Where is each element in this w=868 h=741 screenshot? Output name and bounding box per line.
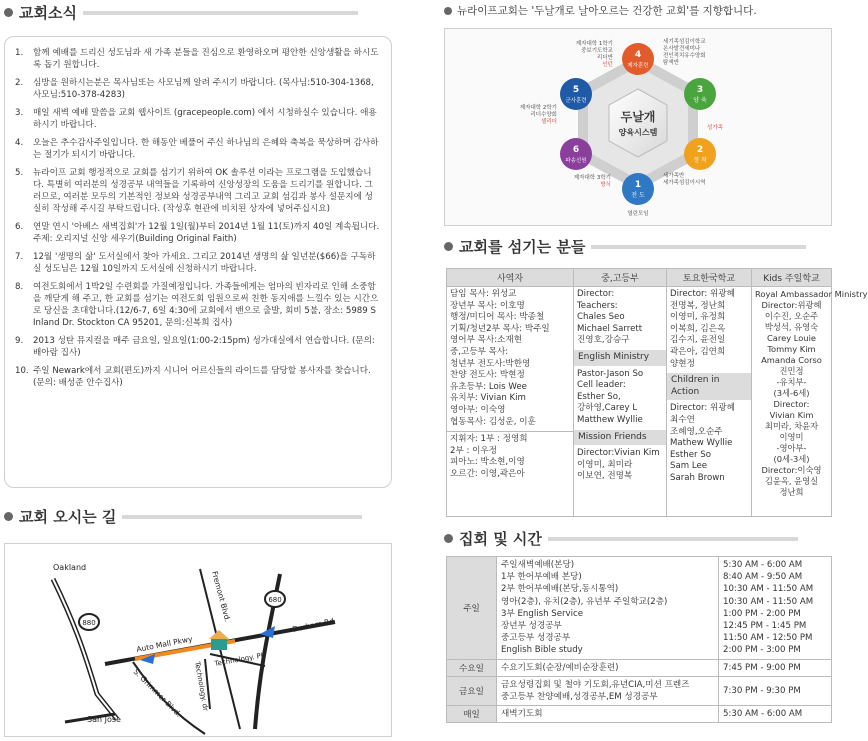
directions-section-title [4, 506, 362, 527]
schedule-table [446, 556, 832, 723]
staff-entry: Royal Ambassador Ministry [755, 289, 868, 299]
title-divider [122, 515, 362, 519]
staff-entry: -유치부- [776, 377, 807, 387]
schedule-event-time: 8:40 AM - 9:50 AM [723, 572, 803, 583]
korean-school-list [670, 289, 748, 370]
youth-list [577, 289, 663, 347]
staff-entry: 기획/청년2부 목사: 박주일 [450, 323, 550, 334]
schedule-event-name: 장년부 성경공부 [501, 621, 562, 632]
news-item-text: 주일 Newark에서 교회(편도)까지 시니어 어르신들의 라이드를 담당할 봉사자를 찾습니다. (문의: 배성준 안수집사) [33, 366, 371, 388]
bullet-dot-icon [444, 7, 452, 15]
schedule-body [447, 557, 832, 723]
staff-header-row [447, 269, 832, 287]
staff-entry: 중,고등부 목사: [450, 346, 509, 357]
children-in-action-list [670, 403, 748, 484]
step-5 [560, 78, 592, 110]
schedule-event-time: 10:30 AM - 11:50 AM [723, 584, 814, 595]
step-1 [622, 173, 654, 205]
staff-col-kids [752, 287, 868, 517]
news-item-number: 3. [15, 108, 24, 118]
svg-text:온사발견세미나: 온사발견세미나 [663, 46, 701, 52]
news-item-number: 5. [15, 168, 24, 178]
step-6 [560, 138, 592, 170]
svg-text:세가족반: 세가족반 [663, 173, 685, 179]
staff-entry: Pastor-Jason So [577, 368, 644, 379]
schedule-event-name: 영아(2층), 유치(2층), 유년부 주일학교(2층) [501, 596, 668, 607]
staff-entry: Director:위광혜 [761, 300, 822, 310]
staff-entry: 이복희, 김은옥 [670, 323, 726, 334]
diagram-center-title: 두날개 [620, 110, 656, 124]
news-item [15, 47, 381, 71]
hwy-680-label: 680 [268, 596, 282, 604]
staff-entry: 조혜영,오순주 [670, 426, 723, 437]
news-item-number: 8. [15, 282, 24, 292]
schedule-row [447, 557, 832, 660]
map-svg [5, 544, 391, 736]
title-divider [83, 11, 358, 15]
staff-entry: Matthew Wyllie [577, 414, 643, 425]
news-item-number: 1. [15, 48, 24, 58]
svg-text:양 육: 양 육 [693, 97, 707, 104]
schedule-event-time: 10:30 AM - 11:50 AM [723, 596, 814, 607]
schedule-event-name: 1부 한어부예배 본당) [501, 572, 582, 583]
schedule-event-time: 2:00 PM - 3:00 PM [723, 645, 801, 656]
schedule-row [447, 706, 832, 723]
staff-entry: 장년부 목사: 이호명 [450, 300, 525, 311]
svg-text:열린모임: 열린모임 [627, 211, 649, 217]
svg-text:3: 3 [696, 85, 704, 95]
news-item-number: 10. [15, 366, 29, 376]
staff-entry: 김수지, 윤전일 [670, 335, 726, 346]
schedule-title: 집회 및 시간 [459, 530, 542, 548]
map-label-durham: Durham Rd [291, 616, 335, 634]
map-label-automall: Auto Mall Pkwy [135, 634, 194, 654]
schedule-category: 수요일 [447, 659, 497, 676]
staff-entry: 이보연, 전명복 [577, 471, 633, 482]
news-list [15, 47, 381, 389]
church-roof-icon [209, 630, 229, 639]
news-item [15, 221, 381, 245]
news-item-number: 7. [15, 252, 24, 262]
news-item [15, 365, 381, 389]
news-section-title [4, 2, 358, 23]
staff-entry: Mathew Wyllie [670, 438, 733, 449]
kids-list [755, 289, 868, 498]
svg-text:4: 4 [634, 50, 642, 60]
staff-entry: 행정/미디어 목사: 박종철 [450, 312, 545, 323]
staff-entry: 영아부: 이숙영 [450, 404, 506, 415]
staff-entry: Director: 위광혜 [670, 289, 735, 299]
staff-entry: 협동목사: 김성운, 이훈 [450, 416, 536, 427]
svg-text:세가족섬김이시역: 세가족섬김이시역 [663, 180, 706, 186]
church-building-icon [211, 638, 227, 650]
staff-entry: 김윤옥, 윤영실 [764, 476, 819, 486]
staff-entry: Sarah Brown [670, 472, 725, 483]
news-item [15, 281, 381, 329]
staff-entry: Director:Vivian Kim [577, 448, 660, 459]
mission-friends-heading: Mission Friends [574, 430, 666, 446]
news-item-number: 9. [15, 336, 24, 346]
staff-title: 교회를 섬기는 분들 [459, 238, 586, 256]
diagram-svg [445, 29, 831, 225]
svg-text:세기족섬김이학교: 세기족섬김이학교 [663, 39, 706, 45]
directions-title: 교회 오시는 길 [19, 508, 117, 526]
staff-col-ministers [447, 287, 574, 517]
schedule-event-name: English Bible study [501, 645, 583, 656]
schedule-times [719, 557, 832, 660]
staff-entry: 강하영,Carey L [577, 403, 638, 414]
news-title: 교회소식 [19, 4, 77, 22]
staff-entry: (3세-6세) [773, 388, 810, 398]
schedule-event-time: 7:45 PM - 9:00 PM [723, 662, 801, 673]
schedule-event-time: 7:30 PM - 9:30 PM [723, 685, 801, 696]
map-label-oakland: Oakland [53, 563, 87, 572]
news-item-text: 매일 새벽 예배 말씀을 교회 웹사이트 (gracepeople.com) 에서 시청하실수 있습니다. 애용하시기 바랍니다. [33, 108, 377, 130]
svg-text:군사훈련: 군사훈련 [565, 98, 587, 104]
schedule-event-time: 5:30 AM - 6:00 AM [723, 709, 803, 720]
staff-entry: 유초등부: Lois Wee [450, 381, 527, 392]
staff-entry: 이영미, 유정희 [670, 312, 726, 323]
schedule-event-name: 수요기도회(순장/예비순장훈련) [501, 662, 619, 673]
svg-text:인턴: 인턴 [602, 62, 613, 68]
map-label-techpl: Technology. Pl. [213, 651, 266, 668]
staff-entry: 전명복, 정난희 [670, 300, 726, 311]
news-item [15, 335, 381, 359]
staff-entry: -영아부- [776, 443, 807, 453]
ministers-list [450, 289, 570, 428]
schedule-event-name: 3부 English Service [501, 608, 584, 619]
map-label-techdr: Technology. dr [193, 660, 210, 712]
staff-entry: Michael Sarrett [577, 323, 643, 334]
map-label-sanjose: San Jose [87, 715, 121, 724]
title-divider [591, 245, 806, 249]
staff-header: 사역자 [447, 269, 574, 287]
news-item [15, 167, 381, 215]
schedule-times [719, 676, 832, 705]
staff-entry: 청년부 전도사:박한영 [450, 358, 531, 369]
schedule-names [497, 557, 719, 660]
staff-entry: 유치부: Vivian Kim [450, 393, 526, 404]
staff-entry: 정난희 [779, 487, 804, 497]
news-item-text: 오늘은 추수감사주일입니다. 한 해동안 베풀어 주신 하나님의 은혜와 축복을 묵상하며 감사하는 절기가 되시기 바랍니다. [33, 138, 379, 160]
news-item-number: 4. [15, 138, 24, 148]
svg-text:리더반: 리더반 [597, 55, 613, 61]
staff-col-youth [574, 287, 667, 517]
map-label-grimmer: S. Grimmer Blvd. [131, 667, 184, 719]
staff-entry: Director: 위광혜 [670, 403, 735, 414]
staff-entry: 찬양 전도사: 박현정 [450, 370, 525, 381]
svg-text:2: 2 [696, 145, 704, 155]
hwy-880-label: 880 [82, 619, 96, 627]
news-item-text: 2013 성탄 뮤지컬을 매주 금요일, 일요일(1:00-2:15pm) 성가대실에서 연습합니다. (문의: 배아람 집사) [33, 336, 375, 358]
svg-text:제자훈련: 제자훈련 [627, 63, 649, 69]
staff-header: Kids 주일학교 [752, 269, 832, 287]
staff-entry: 영어부 목사:소재현 [450, 335, 523, 346]
staff-entry: 양현정 [670, 358, 695, 369]
staff-entry: 최수연 [670, 414, 695, 425]
news-item-number: 2. [15, 78, 24, 88]
staff-entry: Esther So [670, 449, 711, 460]
staff-entry: 최미라, 차윤자 [764, 421, 819, 431]
staff-entry: 담임 목사: 위성교 [450, 289, 517, 299]
staff-entry: 진영호,강승구 [577, 335, 630, 346]
svg-text:탐색반: 탐색반 [663, 60, 679, 66]
staff-entry: Director:이숙영 [761, 465, 822, 475]
schedule-event-time: 5:30 AM - 6:00 AM [723, 560, 803, 570]
schedule-row [447, 676, 832, 705]
staff-entry: Carey Louie [767, 333, 816, 343]
news-item-text: 연말 연시 '아베스 새벽집회'가 12월 1일(월)부터 2014년 1월 11(토)까지 40일 계속됩니다. 주제: 오리지널 신앙 세우기(Building Original Faith) [33, 222, 380, 244]
staff-entry: Chales Seo [577, 312, 625, 323]
schedule-event-time: 11:50 AM - 12:50 PM [723, 633, 813, 644]
staff-entry: Esther So, [577, 391, 621, 402]
staff-entry: Director: [577, 289, 615, 299]
staff-entry: 진민정 [779, 366, 804, 376]
english-ministry-heading: English Ministry [574, 350, 666, 366]
hwy-680-shield [265, 591, 285, 607]
bullet-dot-icon [4, 512, 13, 521]
staff-entry: Director: [773, 399, 810, 409]
schedule-category: 주일 [447, 557, 497, 660]
bullet-dot-icon [444, 242, 453, 251]
news-item-text: 심방을 원하시는분은 목사님또는 사모님께 알려 주시기 바랍니다. (목사님:510-304-1368, 사모님:510-378-4283) [33, 78, 374, 100]
staff-entry: 오르간: 이영,곽은아 [450, 468, 525, 479]
news-item-text: 뉴라이프 교회 행정적으로 교회를 섬기기 위하여 OK 솔루션 이라는 프로그램을 도입했습니다. 특별히 여러분의 성경공부 내역들을 기록하여 신앙성장의 도움을 드리기를 원합니다. 그러므로, 여러분 모두의 기본적인 정보와 성경공부내역 그리고 교회 섬김과 봉사 설문지에 성실히 작성해 주시길 부탁드립니다. (작성후 현관에 비치된 상자에 넣어주십시요) [33, 168, 373, 214]
schedule-names [497, 676, 719, 705]
bullet-dot-icon [4, 8, 13, 17]
schedule-event-name: 중고등부 찬양예배,성경공부,EM 성경공부 [501, 692, 658, 703]
staff-entry: Tommy Kim [767, 344, 816, 354]
schedule-names [497, 659, 719, 676]
news-item [15, 77, 381, 101]
news-box [4, 36, 392, 488]
svg-text:성가족: 성가족 [707, 125, 723, 131]
step-4 [622, 43, 654, 75]
svg-text:정 착: 정 착 [693, 157, 707, 164]
staff-header: 중,고등부 [574, 269, 667, 287]
svg-text:리더수양회: 리더수양회 [530, 112, 557, 118]
staff-table [446, 268, 868, 517]
step-3 [684, 78, 716, 110]
news-item-text: 12월 '생명의 삶' 도서실에서 찾아 가세요. 그리고 2014년 생명의 삶 일년분($66)을 구독하실 성도님은 12월 10일까지 도서실에 신청하시기 바랍니다. [33, 252, 376, 274]
staff-entry: 이영미 [779, 432, 804, 442]
staff-col-korean-school [667, 287, 752, 517]
svg-text:전 도: 전 도 [631, 192, 645, 199]
staff-entry: (0세-3세) [773, 454, 810, 464]
schedule-category: 매일 [447, 706, 497, 723]
svg-text:방식: 방식 [600, 182, 611, 188]
staff-entry: 이수진, 오순주 [764, 311, 819, 321]
svg-text:중보기도학교: 중보기도학교 [581, 48, 613, 54]
staff-header: 토요한국학교 [667, 269, 752, 287]
schedule-category: 금요일 [447, 676, 497, 705]
svg-text:제자대학 3학기: 제자대학 3학기 [573, 175, 611, 181]
two-wings-diagram [444, 28, 832, 226]
schedule-times [719, 659, 832, 676]
schedule-event-name: 중고등부 성경공부 [501, 633, 571, 644]
news-item [15, 251, 381, 275]
svg-text:5: 5 [572, 85, 580, 95]
schedule-names [497, 706, 719, 723]
staff-body-row [447, 287, 832, 517]
svg-text:전인적치유수양회: 전인적치유수양회 [663, 53, 706, 59]
mission-friends-list [577, 448, 663, 483]
svg-text:파송선원: 파송선원 [565, 158, 587, 164]
schedule-event-time: 12:45 PM - 1:45 PM [723, 621, 807, 632]
staff-entry: 피아노: 박소현,이영 [450, 457, 525, 468]
hwy-880-shield [79, 614, 99, 630]
svg-text:셀리더: 셀리더 [541, 119, 557, 125]
staff-section-title [444, 236, 806, 257]
vision-text: 뉴라이프교회는 '두날개로 날아오르는 건강한 교회'를 지향합니다. [457, 5, 757, 17]
schedule-event-name: 주일새벽예배(본당) [501, 560, 575, 570]
schedule-event-name: 새벽기도회 [501, 709, 543, 720]
english-ministry-list [577, 369, 663, 427]
schedule-event-name: 금요성령집회 및 철야 기도회,유년CIA,미션 프렌즈 [501, 679, 690, 690]
svg-text:1: 1 [634, 180, 642, 190]
title-divider [548, 537, 798, 541]
schedule-event-name: 2부 한어부예배(본당,동시통역) [501, 584, 619, 595]
staff-entry: 이영미, 최미라 [577, 459, 633, 470]
map-label-fremont: Fremont Blvd. [210, 570, 233, 623]
schedule-section-title [444, 528, 798, 549]
diagram-center-sub: 양육시스템 [618, 128, 658, 137]
children-in-action-heading: Children in Action [667, 373, 751, 400]
news-item-text: 함께 예배를 드리신 성도님과 새 가족 분들을 진심으로 환영하오며 평안한 신앙생활을 하시도록 돕기 원합니다. [33, 48, 379, 70]
bullet-dot-icon [444, 534, 453, 543]
news-item [15, 107, 381, 131]
vision-title [444, 3, 757, 18]
staff-entry: Amanda Corso [761, 355, 822, 365]
staff-entry: Cell leader: [577, 380, 626, 391]
news-item-text: 여전도회에서 1박2일 수련회를 가질예정입니다. 가족들에게는 엄마의 빈자리로 인해 소중함을 깨닫게 해 주고, 한 교회를 섬기는 여전도회 임원으로써 친한 동지애를 느낄수 있는 시간으로 당신을 초대합니다.(12/6-7, 6일 4:30에 교회에서 밴으로 출발, 회비 5불, 장소: 5989 S Inland Dr. Stockton CA 95201, 문의:신복희 집사) [33, 282, 379, 328]
news-item-number: 6. [15, 222, 24, 232]
staff-entry: Sam Lee [670, 461, 708, 472]
staff-entry: 곽은아, 김연희 [670, 346, 726, 357]
staff-entry: Vivian Kim [769, 410, 814, 420]
schedule-row [447, 659, 832, 676]
staff-entry: 2부 : 이우정 [450, 445, 498, 456]
svg-text:제자대학 2학기: 제자대학 2학기 [519, 105, 557, 111]
map [4, 543, 392, 737]
svg-text:6: 6 [572, 145, 580, 155]
staff-entry: 박성석, 유영숙 [764, 322, 819, 332]
svg-text:제자대학 1학기: 제자대학 1학기 [575, 41, 613, 47]
music-list [447, 431, 573, 480]
schedule-times [719, 706, 832, 723]
staff-entry: 지휘자: 1부 : 정영희 [450, 434, 528, 445]
schedule-event-time: 1:00 PM - 2:00 PM [723, 608, 801, 619]
news-item [15, 137, 381, 161]
staff-entry: Teachers: [577, 300, 618, 311]
step-2 [684, 138, 716, 170]
